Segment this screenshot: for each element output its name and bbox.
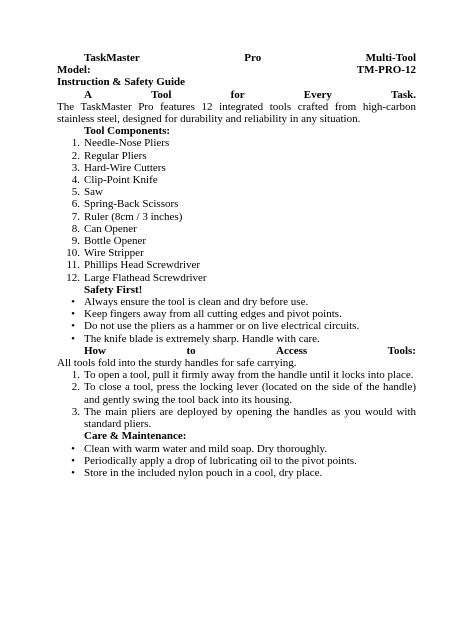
access-heading-word: Tools: bbox=[387, 344, 416, 357]
tagline-word: Task. bbox=[391, 88, 416, 101]
intro-paragraph: The TaskMaster Pro features 12 integrated tools crafted from high-carbon stainless steel, designed for durability and reliability in any situation. bbox=[57, 100, 416, 126]
safety-list bbox=[57, 296, 416, 345]
step-number: 2. bbox=[71, 381, 80, 394]
list-item bbox=[57, 381, 416, 405]
tagline bbox=[57, 89, 416, 101]
item-text: Keep fingers away from all cutting edges and pivot points. bbox=[84, 308, 342, 321]
model-label: Model: bbox=[57, 64, 91, 77]
list-item bbox=[57, 235, 416, 247]
item-text: Spring-Back Scissors bbox=[84, 198, 179, 211]
access-steps bbox=[57, 369, 416, 430]
list-item bbox=[57, 333, 416, 345]
product-type: Multi-Tool bbox=[365, 52, 416, 64]
access-heading-word: How bbox=[84, 344, 106, 357]
list-item bbox=[57, 320, 416, 332]
list-item bbox=[57, 296, 416, 308]
care-list bbox=[57, 443, 416, 480]
list-item bbox=[57, 162, 416, 174]
list-item bbox=[57, 406, 416, 430]
tagline-word: Tool bbox=[151, 88, 172, 101]
item-text: Wire Stripper bbox=[84, 247, 144, 260]
list-item bbox=[57, 186, 416, 198]
components-list bbox=[57, 137, 416, 283]
item-text: Clip-Point Knife bbox=[84, 174, 158, 187]
item-text: Clean with warm water and mild soap. Dry thoroughly. bbox=[84, 442, 328, 455]
item-number: 10. bbox=[66, 247, 80, 260]
components-heading: Tool Components: bbox=[84, 125, 171, 138]
step-text: The main pliers are deployed by opening the handles as you would with standard pliers. bbox=[84, 405, 416, 431]
tagline-word: Every bbox=[303, 88, 332, 101]
item-text: Can Opener bbox=[84, 222, 137, 235]
item-number: 1. bbox=[71, 137, 80, 150]
step-text: To close a tool, press the locking lever (located on the side of the handle) and gently swing the tool back into its housing. bbox=[84, 381, 416, 406]
list-item bbox=[57, 308, 416, 320]
bullet-icon: • bbox=[71, 320, 75, 333]
item-number: 8. bbox=[71, 222, 80, 235]
item-text: Always ensure the tool is clean and dry before use. bbox=[84, 296, 309, 309]
item-number: 11. bbox=[66, 259, 80, 272]
item-text: Ruler (8cm / 3 inches) bbox=[84, 210, 183, 223]
model-value: TM-PRO-12 bbox=[356, 64, 416, 77]
access-heading bbox=[57, 345, 416, 357]
list-item bbox=[57, 272, 416, 284]
item-number: 7. bbox=[71, 210, 80, 223]
item-text: The knife blade is extremely sharp. Handle with care. bbox=[84, 332, 320, 345]
product-title-line bbox=[57, 52, 416, 64]
edition-name: Pro bbox=[244, 52, 262, 64]
item-text: Periodically apply a drop of lubricating oil to the pivot points. bbox=[84, 454, 357, 467]
item-number: 9. bbox=[71, 235, 80, 248]
list-item bbox=[57, 455, 416, 467]
item-text: Saw bbox=[84, 186, 103, 199]
item-number: 6. bbox=[71, 198, 80, 211]
list-item bbox=[57, 174, 416, 186]
brand-name: TaskMaster bbox=[84, 52, 140, 64]
list-item bbox=[57, 443, 416, 455]
item-number: 3. bbox=[71, 161, 80, 174]
list-item bbox=[57, 247, 416, 259]
step-number: 3. bbox=[71, 405, 80, 418]
item-number: 5. bbox=[71, 186, 80, 199]
step-number: 1. bbox=[71, 369, 80, 382]
tagline-word: for bbox=[230, 88, 245, 101]
access-heading-word: Access bbox=[276, 344, 308, 357]
bullet-icon: • bbox=[71, 296, 75, 309]
guide-title: Instruction & Safety Guide bbox=[57, 76, 186, 89]
bullet-icon: • bbox=[71, 332, 75, 345]
list-item bbox=[57, 467, 416, 479]
list-item bbox=[57, 223, 416, 235]
list-item bbox=[57, 150, 416, 162]
list-item bbox=[57, 259, 416, 271]
model-line bbox=[57, 64, 416, 76]
item-text: Needle-Nose Pliers bbox=[84, 137, 170, 150]
list-item bbox=[57, 211, 416, 223]
item-text: Regular Pliers bbox=[84, 149, 147, 162]
item-number: 2. bbox=[71, 149, 80, 162]
safety-heading: Safety First! bbox=[84, 283, 143, 296]
list-item bbox=[57, 198, 416, 210]
access-intro: All tools fold into the sturdy handles for safe carrying. bbox=[57, 357, 297, 370]
item-text: Bottle Opener bbox=[84, 235, 147, 248]
step-text: To open a tool, pull it firmly away from the handle until it locks into place. bbox=[84, 369, 414, 382]
list-item bbox=[57, 369, 416, 381]
tagline-word: A bbox=[84, 88, 92, 101]
item-text: Phillips Head Screwdriver bbox=[84, 259, 201, 272]
item-text: Large Flathead Screwdriver bbox=[84, 271, 207, 284]
access-heading-word: to bbox=[186, 344, 196, 357]
item-number: 4. bbox=[71, 174, 80, 187]
list-item bbox=[57, 137, 416, 149]
item-number: 12. bbox=[66, 271, 80, 284]
bullet-icon: • bbox=[71, 466, 75, 479]
item-text: Hard-Wire Cutters bbox=[84, 161, 166, 174]
bullet-icon: • bbox=[71, 308, 75, 321]
item-text: Do not use the pliers as a hammer or on live electrical circuits. bbox=[84, 320, 360, 333]
bullet-icon: • bbox=[71, 442, 75, 455]
bullet-icon: • bbox=[71, 454, 75, 467]
care-heading: Care & Maintenance: bbox=[84, 430, 187, 443]
item-text: Store in the included nylon pouch in a cool, dry place. bbox=[84, 466, 323, 479]
